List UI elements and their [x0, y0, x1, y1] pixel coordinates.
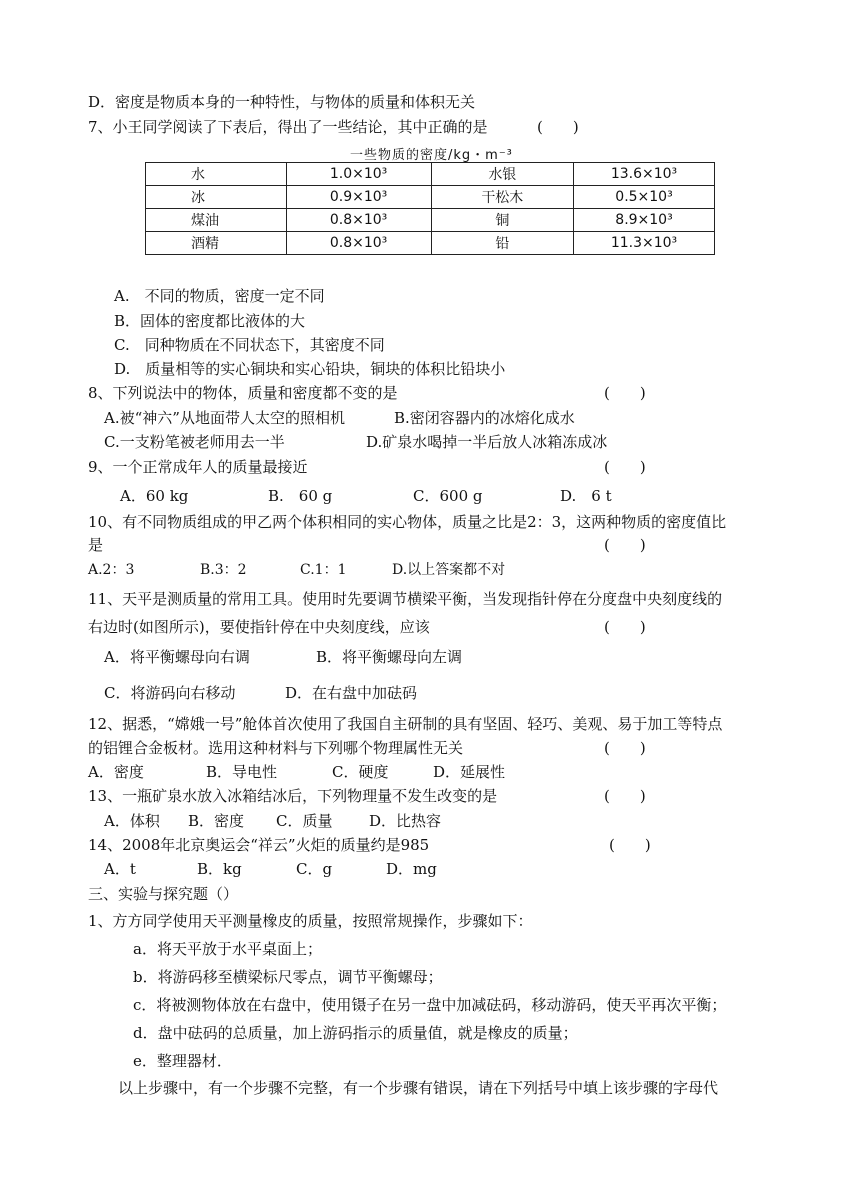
q11-option-b: B．将平衡螺母向左调 [316, 648, 463, 666]
q9-option-b: B. 60 g [268, 487, 333, 505]
q12-answer-blank[interactable]: ( ) [604, 739, 646, 757]
q7-option-b: B．固体的密度都比液体的大 [114, 312, 306, 330]
table-cell: 干松木 [431, 186, 573, 209]
q8-option-d: D.矿泉水喝掉一半后放人冰箱冻成冰 [366, 433, 608, 451]
table-cell: 冰 [146, 186, 287, 209]
table-cell: 1.0×10³ [286, 163, 431, 186]
q7-stem: 7、小王同学阅读了下表后，得出了一些结论，其中正确的是 [88, 118, 488, 136]
q9-answer-blank[interactable]: ( ) [604, 458, 646, 476]
density-table [145, 162, 715, 255]
q7-answer-blank[interactable]: ( ) [537, 118, 579, 136]
q13-answer-blank[interactable]: ( ) [604, 787, 646, 805]
q14-option-d: D．mg [386, 860, 437, 878]
q13-stem: 13、一瓶矿泉水放入冰箱结冰后，下列物理量不发生改变的是 [88, 787, 498, 805]
q7-option-c: C. 同种物质在不同状态下，其密度不同 [114, 336, 385, 354]
table-cell: 铅 [431, 232, 573, 255]
table-cell: 11.3×10³ [573, 232, 714, 255]
step-a: a．将天平放于水平桌面上； [133, 940, 322, 958]
table-cell: 0.8×10³ [286, 209, 431, 232]
q13-option-a: A．体积 [104, 812, 160, 830]
q12-option-b: B．导电性 [206, 763, 278, 781]
q14-option-a: A．t [104, 860, 136, 878]
table-cell: 水银 [431, 163, 573, 186]
experiment-1-stem: 1、方方同学使用天平测量橡皮的质量，按照常规操作，步骤如下： [88, 912, 533, 930]
q12-stem-line1: 12、据悉，“嫦娥一号”舱体首次使用了我国自主研制的具有坚固、轻巧、美观、易于加工等特点 [88, 715, 723, 733]
section-3-heading: 三、实验与探究题（） [88, 885, 239, 903]
q9-option-c: C．600 g [413, 487, 483, 505]
q11-stem-line2: 右边时(如图所示)，要使指针停在中央刻度线，应该 [88, 618, 430, 636]
q11-option-d: D．在右盘中加砝码 [285, 684, 418, 702]
q12-option-d: D．延展性 [433, 763, 506, 781]
q12-option-c: C．硬度 [332, 763, 389, 781]
q10-stem-line2: 是 [88, 536, 104, 554]
q9-option-d: D. 6 t [560, 487, 612, 505]
q10-option-d: D.以上答案都不对 [392, 562, 506, 578]
q10-option-c: C.1：1 [300, 562, 347, 578]
table-cell: 水 [146, 163, 287, 186]
q9-option-a: A．60 kg [120, 487, 189, 505]
q6-option-d: D．密度是物质本身的一种特性，与物体的质量和体积无关 [88, 93, 476, 111]
q7-option-a: A. 不同的物质，密度一定不同 [114, 287, 325, 305]
q11-stem-line1: 11、天平是测质量的常用工具。使用时先要调节横梁平衡，当发现指针停在分度盘中央刻度线的 [88, 590, 723, 608]
q14-option-b: B．kg [197, 860, 242, 878]
step-b: b．将游码移至横梁标尺零点，调节平衡螺母； [133, 968, 443, 986]
table-cell: 0.9×10³ [286, 186, 431, 209]
table-row [146, 163, 715, 186]
q9-stem: 9、一个正常成年人的质量最接近 [88, 458, 308, 476]
q7-option-d: D. 质量相等的实心铜块和实心铅块，铜块的体积比铅块小 [114, 360, 506, 378]
q11-option-c: C．将游码向右移动 [104, 684, 236, 702]
q8-option-c: C.一支粉笔被老师用去一半 [104, 433, 285, 451]
table-row [146, 232, 715, 255]
q13-option-c: C．质量 [276, 812, 333, 830]
q13-option-b: B．密度 [188, 812, 245, 830]
step-d: d．盘中砝码的总质量，加上游码指示的质量值，就是橡皮的质量； [133, 1024, 578, 1042]
q8-option-a: A.被“神六”从地面带人太空的照相机 [104, 409, 345, 427]
q14-option-c: C．g [296, 860, 333, 878]
table-cell: 0.8×10³ [286, 232, 431, 255]
table-cell: 煤油 [146, 209, 287, 232]
experiment-1-question: 以上步骤中，有一个步骤不完整，有一个步骤有错误，请在下列括号中填上该步骤的字母代 [118, 1079, 719, 1097]
q10-option-b: B.3：2 [200, 562, 247, 578]
table-cell: 铜 [431, 209, 573, 232]
table-row [146, 209, 715, 232]
q10-stem-line1: 10、有不同物质组成的甲乙两个体积相同的实心物体，质量之比是2：3，这两种物质的密度值比 [88, 513, 727, 531]
table-cell: 酒精 [146, 232, 287, 255]
q8-stem: 8、下列说法中的物体，质量和密度都不变的是 [88, 384, 398, 402]
q8-answer-blank[interactable]: ( ) [604, 384, 646, 402]
q11-answer-blank[interactable]: ( ) [604, 618, 646, 636]
table-row [146, 186, 715, 209]
q10-option-a: A.2：3 [88, 562, 135, 578]
table-cell: 13.6×10³ [573, 163, 714, 186]
step-c: c．将被测物体放在右盘中，使用镊子在另一盘中加减砝码，移动游码，使天平再次平衡； [133, 996, 727, 1014]
q14-answer-blank[interactable]: ( ) [609, 836, 651, 854]
q12-stem-line2: 的铝锂合金板材。选用这种材料与下列哪个物理属性无关 [88, 739, 464, 757]
q12-option-a: A．密度 [88, 763, 144, 781]
table-cell: 0.5×10³ [573, 186, 714, 209]
q8-option-b: B.密闭容器内的冰熔化成水 [394, 409, 575, 427]
table-cell: 8.9×10³ [573, 209, 714, 232]
q11-option-a: A．将平衡螺母向右调 [104, 648, 250, 666]
q13-option-d: D．比热容 [369, 812, 442, 830]
step-e: e．整理器材． [133, 1052, 232, 1070]
density-table-title: 一些物质的密度/kg・m⁻³ [350, 148, 513, 163]
q14-stem: 14、2008年北京奥运会“祥云”火炬的质量约是985 [88, 836, 430, 854]
q10-answer-blank[interactable]: ( ) [604, 536, 646, 554]
